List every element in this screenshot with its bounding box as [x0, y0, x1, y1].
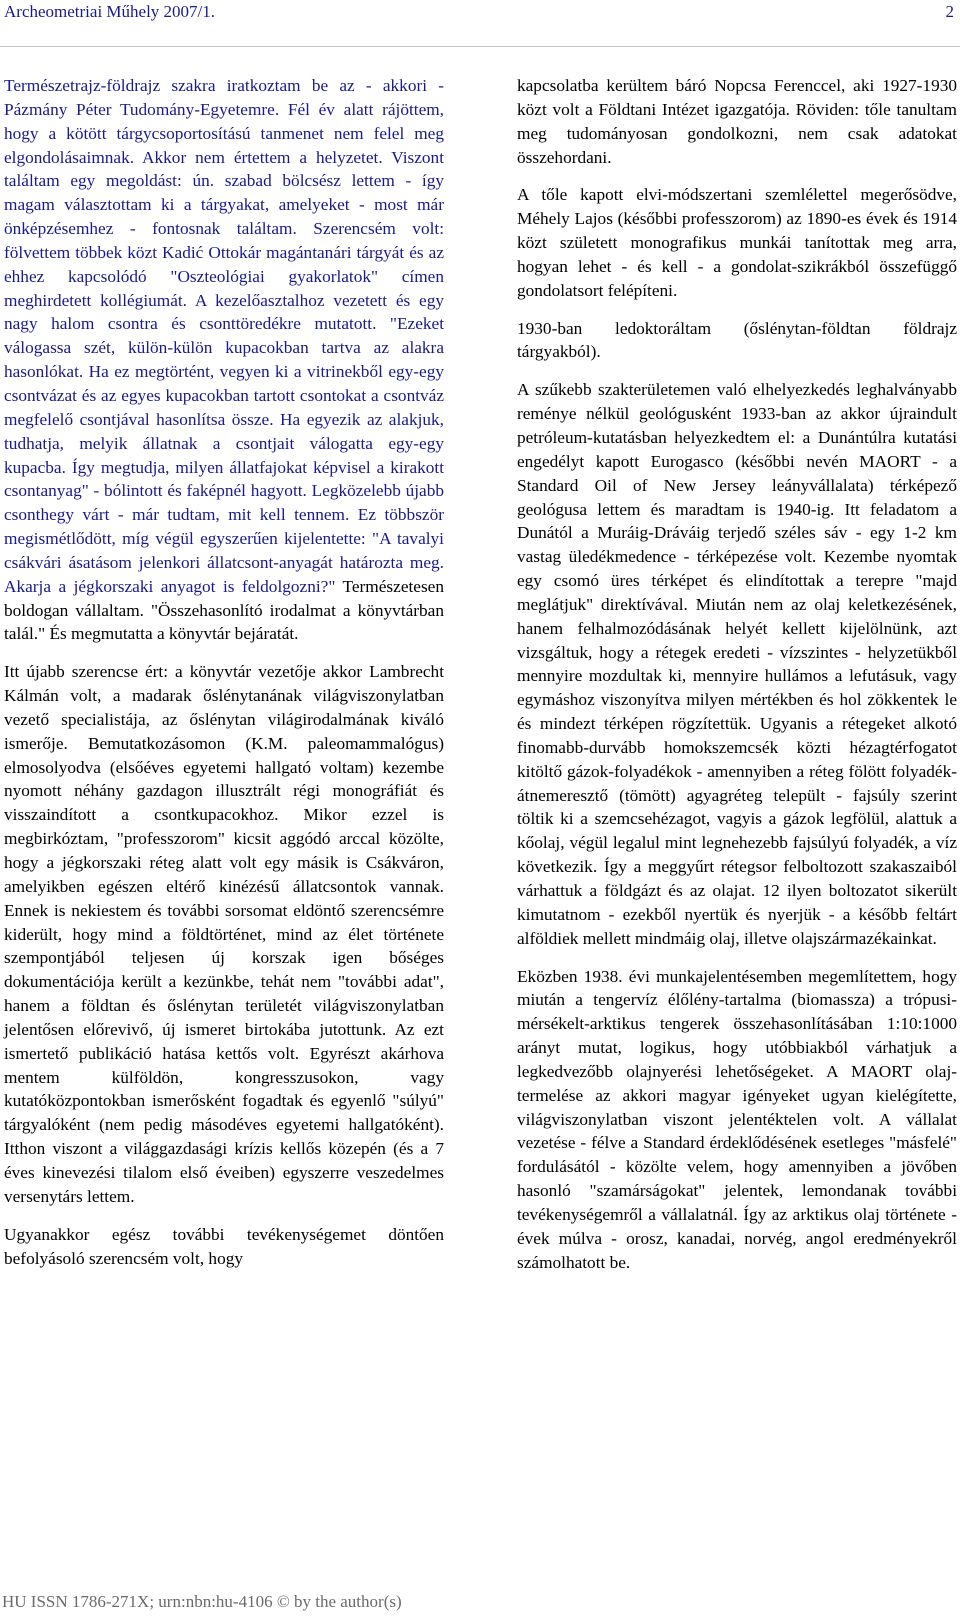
page-number: 2 [945, 2, 954, 21]
paragraph-8: Eközben 1938. évi munkajelentésemben megemlítettem, hogy miután a tengervíz élőlény-tartalma (biomassza) a trópusi-mérsékelt-arktikus tengerek összehasonlításában 1:10:1000 arányt mutat, logikus, hogy utóbbiakból várhatjuk a legkedvezőbb olajnyerési lehetőségeket. A MAORT olaj-termelése az akkori magyar igényeket ugyan kielégítette, világviszonylatban viszont jelentéktelen volt. A vállalat vezetése - félve a Standard érdeklődésének esetleges "másfelé" fordulásától - közölte velem, hogy amennyiben a jövőben hasonló "szamárságokat" jelentek, lemondanak további tevékenységemről a vállalatnál. Így az arktikus olaj története - évek múlva - orosz, kanadai, norvég, angol eredményekről számolhatott be. [517, 966, 957, 1272]
paragraph-3: Ugyanakkor egész további tevékenységemet döntően befolyásoló szerencsém volt, hogy [4, 1224, 444, 1268]
paragraph-2: Itt újabb szerencse ért: a könyvtár vezetője akkor Lambrecht Kálmán volt, a madarak őslénytanának világviszonylatban vezető specialistája, az őslénytan világirodalmának kiváló ismerője. Bemutatkozásomon (K.M. paleomammalógus) elmosolyodva (elsőéves egyetemi hallgató voltam) kezembe nyomott néhány gazdagon illusztrált régi monográfiát és visszaindított a csontkupacokhoz. Mikor ezzel is megbirkóztam, "professzorom" kicsit aggódó arccal közölte, hogy a jégkorszaki réteg alatt volt egy másik is Csákváron, amelyikben egészen eltérő kinézésű állatcsontok vannak. Ennek is nekiestem és további sorsomat eldöntő szerencsémre kiderült, hogy mind a földtörténet, mind az élet története szempontjából teljesen új korszak igen bőséges dokumentációja került a kezünkbe, tehát nem "további adat", hanem a földtan és őslénytan területét világviszonylatban jelentősen előrevivő, új ismeret birtokába jutottunk. Az ezt ismertető publikáció hatása kettős volt. Egyrészt akárhova mentem külföldön, kongresszusokon, vagy kutatóközpontokban ismerősként fogadtak és egyenlő "súlyú" tárgyalóként (nem pedig másodéves egyetemi hallgatóként). Itthon viszont a világgazdasági krízis kellős közepén (és a 7 éves kinevezési tilalom első éveiben) egyszerre veszedelmes versenytárs lettem. [4, 662, 444, 1206]
paragraph-1 [4, 74, 444, 646]
paragraph-7: A szűkebb szakterületemen való elhelyezkedés leghalványabb reménye nélkül geológusként 1933-ban az akkor újraindult petróleum-kutatásban helyezkedtem el: a Dunántúlra kutatási engedélyt kapott Eurogasco (későbbi nevén MAORT - a Standard Oil of New Jersey leányvállalata) térképező geológusa lettem és maradtam is 1940-ig. Itt feladatom a Dunától a Muráig-Dráváig terjedő széles sáv - egy 1-2 km vastag üledékmedence - térképezése volt. Kezembe nyomtak egy csomó üres térképet és elindítottak a terepre "majd meglátjuk" direktívával. Miután nem az olaj keletkezésének, hanem felhalmozódásának helyét kellett kijelölnünk, azt vizsgáltuk, hogy a rétegek eredeti - vízszintes - helyzetükből mennyire mozdultak ki, mennyire hullámos a lefutásuk, vagy egymáshoz viszonyítva milyen mértékben és hol zökkentek le és mindezt térképen rögzítettük. Ugyanis a rétegeket alkotó finomabb-durvább homokszemcsék közti hézagtérfogatot kitöltő gázok-folyadékok - amennyiben a réteg fölött folyadék-átnemeresztő (tömött) agyagréteg települt - fajsúly szerint töltik ki a szemcsehézagot, vagyis a gázok legfölül, alattuk a kőolaj, végül legalul mint legnehezebb fajsúlyú folyadék, a víz következik. Így a meggyűrt rétegsor felboltozott szakaszaiból várhattuk a földgázt és az olajat. 12 ilyen boltozatot sikerült kimutatnom - ezekből nyertük és nyerjük - a később feltárt alföldiek mellett mindmáig olaj, illetve olajszármazékainkat. [517, 380, 957, 948]
right-column [517, 74, 957, 1289]
paragraph-6: 1930-ban ledoktoráltam (őslénytan-földtan földrajz tárgyakból). [517, 318, 957, 362]
paragraph-4: kapcsolatba kerültem báró Nopcsa Ferenccel, aki 1927-1930 közt volt a Földtani Intézet igazgatója. Röviden: tőle tanultam meg tudományosan gondolkozni, nem csak adatokat összehordani. [517, 76, 957, 167]
footer-issn: HU ISSN 1786-271X; urn:nbn:hu-4106 © by the author(s) [2, 1592, 402, 1611]
journal-header-title: Archeometriai Műhely 2007/1. [4, 2, 216, 21]
paragraph-5: A tőle kapott elvi-módszertani szemlélettel megerősödve, Méhely Lajos (későbbi professzorom) az 1890-es évek és 1914 közt született monografikus munkái tanítottak meg arra, hogyan lehet - és kell - a gondolat-szikrákból összefüggő gondolatsort felépíteni. [517, 185, 957, 300]
header-divider [0, 46, 960, 47]
left-column [4, 74, 444, 1284]
paragraph-1-highlighted: Természetrajz-földrajz szakra iratkoztam be az - akkori - Pázmány Péter Tudomány-Egyetemre. Fél év alatt rájöttem, hogy a kötött tárgycsoportosítású tanmenet nem felel meg elgondolásaimnak. Akkor nem értettem a helyzetet. Viszont találtam egy megoldást: ún. szabad bölcsész lettem - így magam választottam ki a tárgyakat, amelyeket - most már önképzésemhez - fontosnak találtam. Szerencsém volt: fölvettem többek közt Kadić Ottokár magántanári tárgyát és az ehhez kapcsolódó "Oszteológiai gyakorlatok" címen meghirdetett kollégiumát. A kezelőasztalhoz vezetett és egy nagy halom csontra és csonttöredékre mutatott. "Ezeket válogassa szét, külön-külön kupacokban tartva az alakra hasonlókat. Ha ez megtörtént, vegyen ki a vitrinekből egy-egy csontvázat és az egyes kupacokban tartott csontokat a csontváz megfelelő csontjával hasonlítsa össze. Ha egyezik az alakjuk, tudhatja, melyik állatnak a csontjait válogatta egy-egy kupacba. Így megtudja, milyen állatfajokat képvisel a kirakott csontanyag" - bólintott és faképnél hagyott. Legközelebb újabb csonthegy várt - már tudtam, mit kell tennem. Ez többször megismétlődött, míg végül egyszerűen kijelentette: "A tavalyi csákvári ásatásom jelenkori állatcsont-anyagát határozta meg. Akarja a jégkorszaki anyagot is feldolgozni?" [4, 76, 444, 596]
paragraph-1-continued: Természetesen boldogan vállaltam. "Összehasonlító irodalmat a könyvtárban talál." És megmutatta a könyvtár bejáratát. [4, 576, 444, 644]
